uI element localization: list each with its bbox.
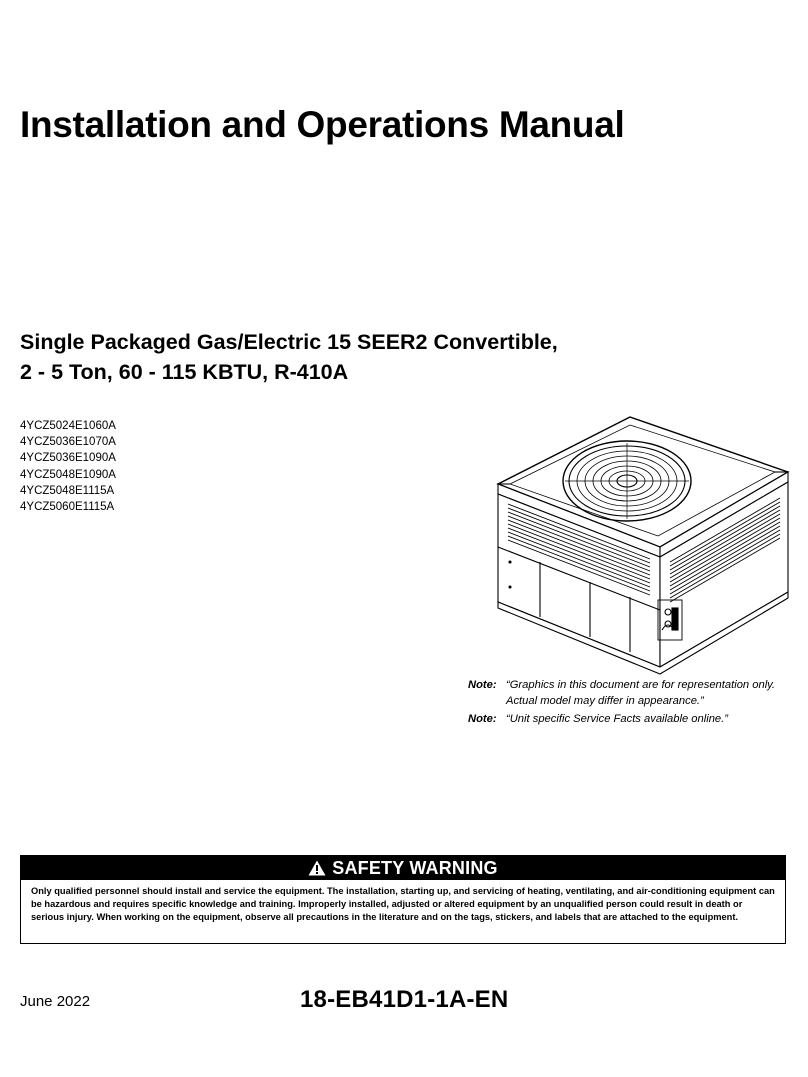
publication-date: June 2022 [20, 993, 91, 1010]
model-number: 4YCZ5048E1090A [20, 468, 116, 481]
model-list [20, 418, 116, 515]
warning-triangle-icon [308, 860, 326, 876]
subtitle-line-1: Single Packaged Gas/Electric 15 SEER2 Convertible, [20, 330, 558, 354]
model-number: 4YCZ5024E1060A [20, 420, 116, 432]
note [468, 712, 788, 728]
safety-warning-header [21, 856, 785, 880]
note-text: “Graphics in this document are for representation only. Actual model may differ in appearance.” [506, 679, 776, 707]
packaged-hvac-unit-illustration [490, 412, 790, 677]
note-label: Note: [468, 713, 497, 725]
model-number: 4YCZ5060E1115A [20, 501, 115, 514]
notes-section [468, 678, 788, 731]
page-title: Installation and Operations Manual [20, 104, 625, 145]
note-label: Note: [468, 679, 497, 691]
document-number: 18-EB41D1-1A-EN [300, 986, 509, 1013]
note [468, 678, 788, 709]
subtitle-line-2: 2 - 5 Ton, 60 - 115 KBTU, R-410A [20, 360, 349, 384]
safety-warning-box [20, 855, 786, 944]
model-number: 4YCZ5048E1115A [20, 484, 115, 497]
model-number: 4YCZ5036E1090A [20, 452, 116, 465]
note-text: “Unit specific Service Facts available online.” [506, 713, 728, 725]
model-number: 4YCZ5036E1070A [20, 436, 116, 449]
safety-warning-text: Only qualified personnel should install and service the equipment. The installation, starting up, and servicing of heating, ventilating, and air-conditioning equipment can be hazardous and requires specific knowledge and training. Improperly installed, adjusted or altered equipment by an unqualified person could result in death or serious injury. When working on the equipment, observe all precautions in the literature and on the tags, stickers, and labels that are attached to the equipment. [31, 886, 775, 922]
subtitle [20, 327, 558, 387]
safety-warning-heading: SAFETY WARNING [332, 857, 498, 878]
